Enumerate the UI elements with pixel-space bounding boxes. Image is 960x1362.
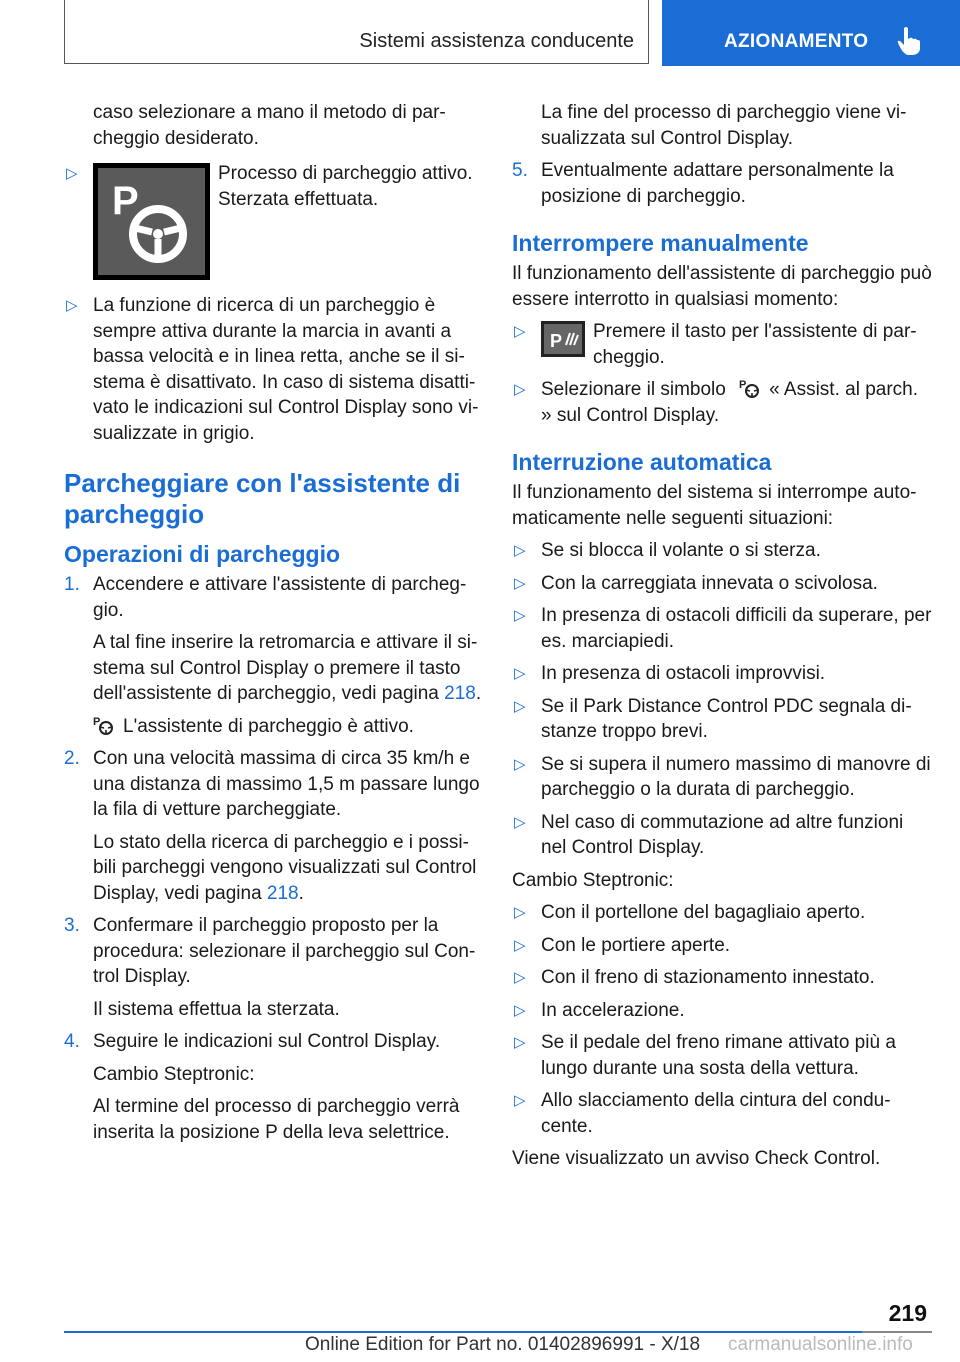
step-1: 1. Accendere e attivare l'assistente di parcheggio. A tal fine inserire la retromarcia e attivare il sistema sul Control Display o premere il tasto dell'assistente di parcheggio, vedi pagina 218. P L'assistente di parcheggio è attivo.	[64, 574, 482, 737]
steptronic-label: Cambio Steptronic:	[512, 869, 674, 891]
header-section-box	[64, 0, 649, 64]
manual-button-bullet: ▷ P Premere il tasto per l'assistente di parcheggio.	[514, 321, 917, 368]
manual-intro: Il funzionamento dell'assistente di parcheggio può essere interrotto in qualsiasi momento:	[512, 263, 932, 310]
step-5: 5. Eventualmente adattare personalmente la posizione di parcheggio.	[512, 160, 894, 207]
bullet-search: ▷ La funzione di ricerca di un parcheggio è sempre attiva durante la marcia in avanti a bassa velocità e in linea retta, anche se il sistema è disattivato. In caso di sistema disattivato le indicazioni sul Control Display sono visualizzate in grigio.	[66, 295, 479, 444]
list-item: ▷ Se si supera il numero massimo di manovre di parcheggio o la durata di parcheggio.	[514, 753, 931, 800]
heading-parking-operations: Operazioni di parcheggio	[64, 541, 341, 567]
intro-text: caso selezionare a mano il metodo di parcheggio desiderato.	[93, 102, 446, 149]
manual-symbol-bullet: ▷ Selezionare il simbolo P « Assist. al parch. » sul Control Display.	[514, 379, 919, 426]
footer-watermark: carmanualsonline.info	[728, 1334, 913, 1355]
list-item: ▷ Allo slacciamento della cintura del conducente.	[514, 1090, 891, 1137]
svg-text:P: P	[93, 715, 101, 728]
list-item: ▷ Se il Park Distance Control PDC segnala distanze troppo brevi.	[514, 695, 912, 742]
park-assist-button-icon	[541, 321, 585, 357]
page-link-218[interactable]: 218	[266, 882, 299, 904]
page-number: 219	[888, 1300, 927, 1326]
list-item: ▷ Con la carreggiata innevata o scivolosa.	[514, 572, 878, 594]
auto-intro: Il funzionamento del sistema si interrompe automaticamente nelle seguenti situazioni:	[512, 482, 917, 529]
list-item: ▷ In accelerazione.	[514, 999, 685, 1021]
list-item: ▷ Con il freno di stazionamento innestato.	[514, 967, 875, 988]
bullet-marker: ▷	[66, 165, 78, 182]
step-2: 2. Con una velocità massima di circa 35 km/h e una distanza di massimo 1,5 m passare lungo la fila di vetture parcheggiate. Lo stato della ricerca di parcheggio e i possibili parcheggi vengono visualizzati sul Control Display, vedi pagina 218.	[64, 748, 480, 904]
step-4: 4. Seguire le indicazioni sul Control Display. Cambio Steptronic: Al termine del processo di parcheggio verrà inserita la posizione P della leva selettrice.	[64, 1031, 460, 1143]
step-3: 3. Confermare il parcheggio proposto per la procedura: selezionare il parcheggio sul Control Display. Il sistema effettua la sterzata.	[64, 915, 476, 1020]
section-title: Sistemi assistenza conducente	[359, 30, 634, 52]
svg-text:P: P	[739, 379, 747, 391]
hand-pointer-icon	[896, 26, 922, 56]
heading-park-with-assistant: Parcheggiare con l'assistente di parcheggio	[64, 468, 461, 529]
park-assist-icon	[93, 715, 115, 735]
svg-text:P: P	[112, 179, 139, 223]
list-item: ▷ Se si blocca il volante o si sterza.	[514, 540, 821, 561]
heading-manual-interrupt: Interrompere manualmente	[512, 230, 809, 256]
left-column	[64, 100, 482, 1152]
closing-text: Viene visualizzato un avviso Check Control.	[512, 1148, 881, 1169]
park-assist-symbol-icon[interactable]	[739, 378, 761, 398]
footer-divider	[64, 1331, 862, 1333]
list-item: ▷ Se il pedale del freno rimane attivato più a lungo durante una sosta della vettura.	[514, 1032, 896, 1079]
chapter-tab[interactable]	[662, 0, 960, 66]
park-assist-active-icon	[93, 163, 210, 280]
heading-auto-interrupt: Interruzione automatica	[512, 449, 772, 475]
svg-text:P: P	[550, 331, 563, 351]
right-column	[512, 100, 932, 1179]
page-link-218[interactable]: 218	[444, 683, 476, 704]
footer-divider-end	[862, 1331, 932, 1333]
list-item: ▷ In presenza di ostacoli improvvisi.	[514, 663, 826, 684]
list-item: ▷ In presenza di ostacoli difficili da superare, per es. marciapiedi.	[514, 605, 932, 652]
chapter-title: AZIONAMENTO	[724, 31, 869, 52]
list-item: ▷ Nel caso di commutazione ad altre funzioni nel Control Display.	[514, 811, 904, 858]
list-item: ▷ Con le portiere aperte.	[514, 934, 731, 956]
icon-bullet-text: Processo di parcheggio attivo. Sterzata effettuata.	[218, 163, 473, 210]
footer-edition: Online Edition for Part no. 01402896991 - X/18	[305, 1334, 701, 1355]
continuation-text: La fine del processo di parcheggio viene visualizzata sul Control Display.	[541, 102, 907, 149]
list-item: ▷ Con il portellone del bagagliaio aperto.	[514, 902, 866, 923]
icon-bullet	[64, 161, 482, 286]
